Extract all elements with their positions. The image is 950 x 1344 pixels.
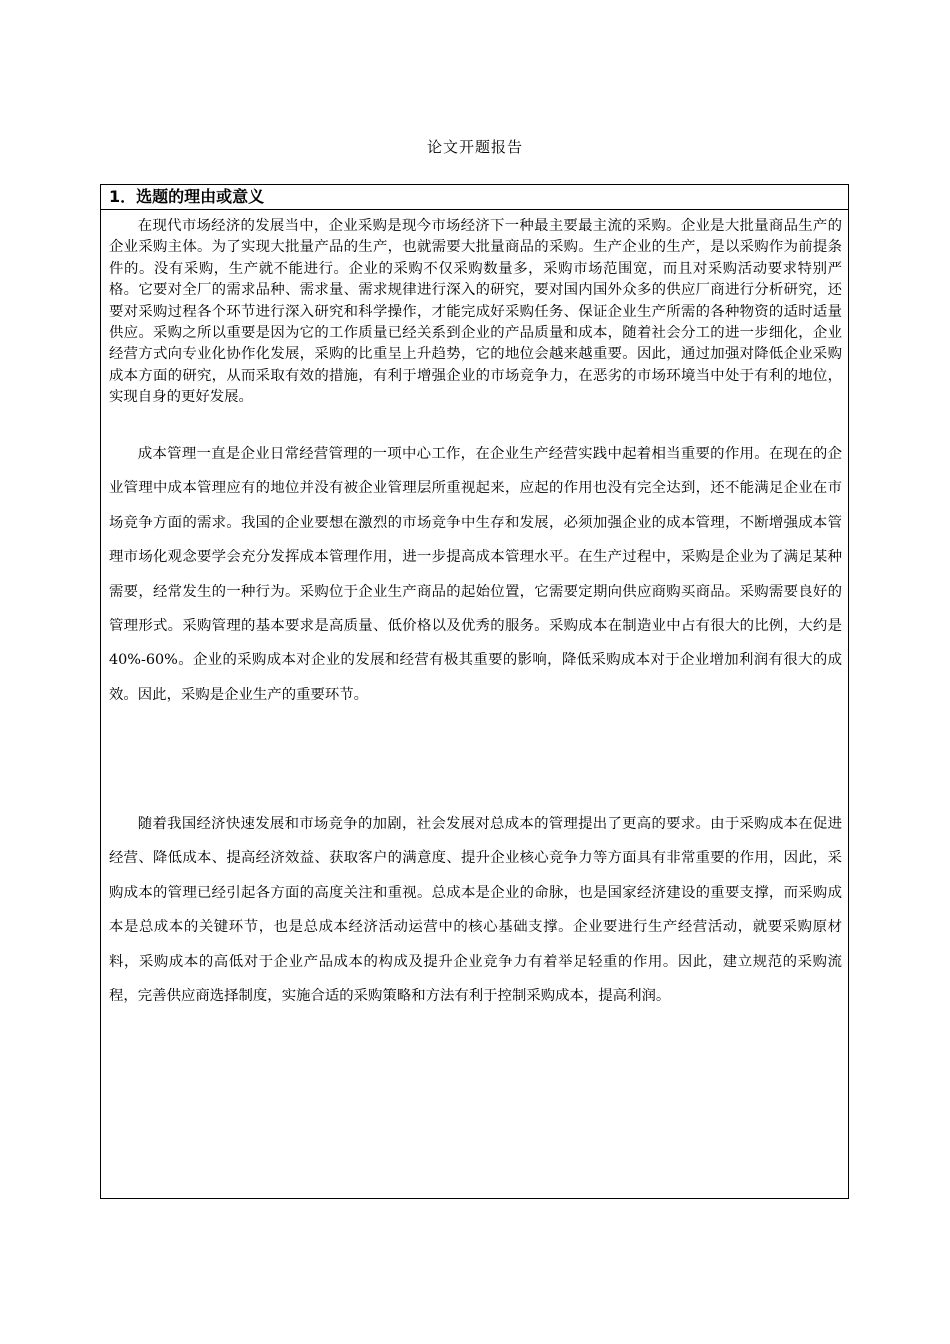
paragraph-total-cost: 随着我国经济快速发展和市场竞争的加剧，社会发展对总成本的管理提出了更高的要求。由于采购成本在促进经营、降低成本、提高经济效益、获取客户的满意度、提升企业核心竞争力等方面具有非常重要的作用，因此，采购成本的管理已经引起各方面的高度关注和重视。总成本是企业的命脉，也是国家经济建设的重要支撑，而采购成本是总成本的关键环节，也是总成本经济活动运营中的核心基础支撑。企业要进行生产经营活动，就要采购原材料，采购成本的高低对于企业产品成本的构成及提升企业竞争力有着举足轻重的作用。因此，建立规范的采购流程，完善供应商选择制度，实施合适的采购策略和方法有利于控制采购成本，提高利润。 xyxy=(109,816,842,1005)
paragraph-cost-management: 成本管理一直是企业日常经营管理的一项中心工作，在企业生产经营实践中起着相当重要的作用。在现在的企业管理中成本管理应有的地位并没有被企业管理层所重视起来，应起的作用也没有完全达到，还不能满足企业在市场竞争方面的需求。我国的企业要想在激烈的市场竞争中生存和发展，必须加强企业的成本管理，不断增强成本管理市场化观念要学会充分发挥成本管理作用，进一步提高成本管理水平。在生产过程中，采购是企业为了满足某种需要，经常发生的一种行为。采购位于企业生产商品的起始位置，它需要定期向供应商购买商品。采购需要良好的管理形式。采购管理的基本要求是高质量、低价格以及优秀的服务。采购成本在制造业中占有很大的比例，大约是40%-60%。企业的采购成本对企业的发展和经营有极其重要的影响，降低采购成本对于企业增加利润有很大的成效。因此，采购是企业生产的重要环节。 xyxy=(109,446,842,703)
section-heading: 1．选题的理由或意义 xyxy=(101,185,848,210)
document-title: 论文开题报告 xyxy=(426,138,523,156)
paragraph-purchasing-importance: 在现代市场经济的发展当中，企业采购是现今市场经济下一种最主要最主流的采购。企业是大批量商品生产的企业采购主体。为了实现大批量产品的生产，也就需要大批量商品的采购。生产企业的生产，是以采购作为前提条件的。没有采购，生产就不能进行。企业的采购不仅采购数量多，采购市场范围宽，而且对采购活动要求特别严格。它要对全厂的需求品种、需求量、需求规律进行深入的研究，要对国内国外众多的供应厂商进行分析研究，还要对采购过程各个环节进行深入研究和科学操作，才能完成好采购任务、保证企业生产所需的各种物资的适时适量供应。采购之所以重要是因为它的工作质量已经关系到企业的产品质量和成本，随着社会分工的进一步细化，企业经营方式向专业化协作化发展，采购的比重呈上升趋势，它的地位会越来越重要。因此，通过加强对降低企业采购成本方面的研究，从而采取有效的措施，有利于增强企业的市场竞争力，在恶劣的市场环境当中处于有利的地位，实现自身的更好发展。 xyxy=(109,218,842,406)
report-section-box xyxy=(100,184,849,1199)
